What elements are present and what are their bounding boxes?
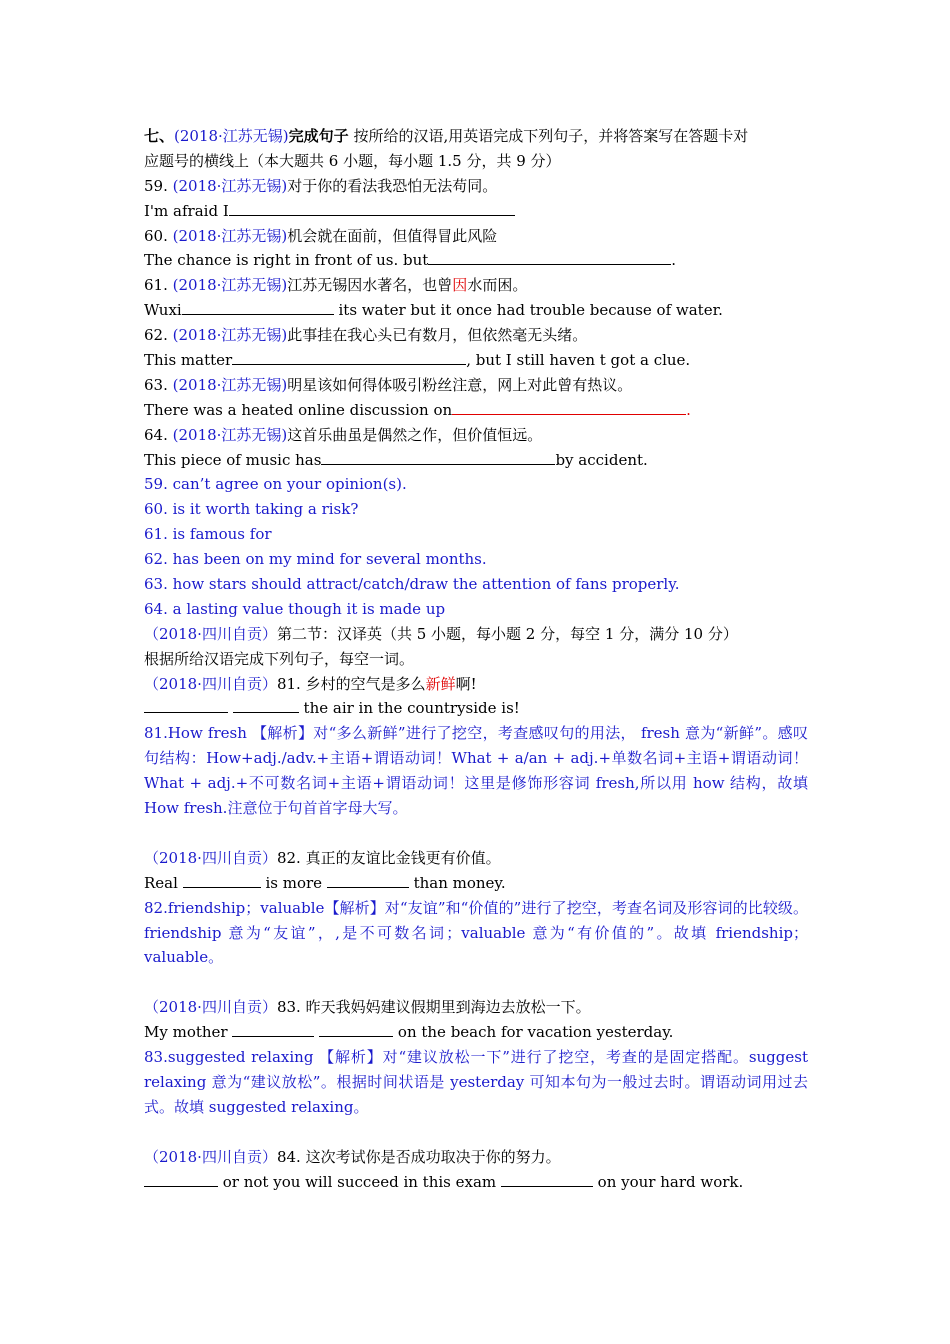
question-61-cn: 61. (2018·江苏无锡)江苏无锡因水著名，也曾因水而困。 bbox=[144, 276, 528, 295]
analysis-83: 83.suggested relaxing 【解析】对“建议放松一下”进行了挖空，考查的是固定搭配。suggest relaxing 意为“建议放松”。根据时间状语是 yesterday 可知本句为一般过去时。谓语动词用过去式。故填 suggested relaxing。 bbox=[144, 1048, 808, 1116]
question-84-cn: （2018·四川自贡）84. 这次考试你是否成功取决于你的努力。 bbox=[144, 1147, 561, 1166]
question-81-en: the air in the countryside is! bbox=[144, 696, 808, 721]
question-82-en: Real is more than money. bbox=[144, 873, 506, 892]
analysis-82: 82.friendship；valuable【解析】对“友谊”和“价值的”进行了挖空，考查名词及形容词的比较级。friendship 意为“友谊”，,是不可数名词；valuable 意为“有价值的”。故填 friendship；valuable。 bbox=[144, 898, 808, 967]
question-82-cn: （2018·四川自贡）82. 真正的友谊比金钱更有价值。 bbox=[144, 848, 501, 867]
section-title: 完成句子 bbox=[288, 127, 349, 145]
analysis-81: 81.How fresh 【解析】对“多么新鲜”进行了挖空，考查感叹句的用法， fresh 意为“新鲜”。感叹句结构：How+adj./adv.+主语+谓语动词！What + a/an + adj.+单数名词+主语+谓语动词！What + adj.+不可数名词+主语+谓语动词！这里是修饰形容词 fresh,所以用 how 结构，故填 How fresh.注意位于句首首字母大写。 bbox=[144, 724, 808, 818]
answer-59: 59. can’t agree on your opinion(s). bbox=[144, 475, 407, 494]
answer-63: 63. how stars should attract/catch/draw the attention of fans properly. bbox=[144, 575, 680, 594]
section-number: 七、 bbox=[144, 127, 175, 145]
question-61-en: Wuxi its water but it once had trouble because of water. bbox=[144, 301, 723, 320]
answer-blank bbox=[501, 1172, 593, 1187]
answer-blank bbox=[144, 1172, 218, 1187]
answer-blank bbox=[327, 873, 409, 888]
question-83-cn: （2018·四川自贡）83. 昨天我妈妈建议假期里到海边去放松一下。 bbox=[144, 998, 591, 1017]
section-2-heading: （2018·四川自贡）第二节：汉译英（共 5 小题，每小题 2 分，每空 1 分，满分 10 分） bbox=[144, 624, 738, 643]
question-64-en: This piece of music has by accident. bbox=[144, 450, 648, 469]
answer-blank bbox=[232, 1022, 314, 1037]
question-59-cn: 59. (2018·江苏无锡)对于你的看法我恐怕无法苟同。 bbox=[144, 176, 498, 195]
question-60-cn: 60. (2018·江苏无锡)机会就在面前，但值得冒此风险 bbox=[144, 226, 498, 245]
question-60-en: The chance is right in front of us. but . bbox=[144, 251, 677, 270]
answer-blank bbox=[183, 873, 261, 888]
answer-blank bbox=[182, 300, 334, 315]
question-83-en: My mother on the beach for vacation yesterday. bbox=[144, 1023, 674, 1042]
answer-60: 60. is it worth taking a risk? bbox=[144, 500, 359, 519]
section-2-instruction: 根据所给汉语完成下列句子，每空一词。 bbox=[144, 649, 415, 668]
question-63-en: There was a heated online discussion on . bbox=[144, 400, 691, 419]
answer-blank bbox=[428, 250, 671, 265]
document-page bbox=[144, 124, 808, 1194]
section-7-heading bbox=[144, 124, 808, 149]
answer-61: 61. is famous for bbox=[144, 525, 272, 544]
answer-blank bbox=[232, 350, 466, 365]
answer-blank bbox=[319, 1022, 393, 1037]
answer-blank bbox=[321, 450, 555, 465]
answer-blank bbox=[452, 400, 686, 415]
question-62-cn: 62. (2018·江苏无锡)此事挂在我心头已有数月，但依然毫无头绪。 bbox=[144, 326, 588, 345]
question-84-en: or not you will succeed in this exam on your hard work. bbox=[144, 1170, 808, 1195]
answer-blank bbox=[144, 698, 228, 713]
answer-blank bbox=[229, 201, 515, 216]
answer-blank bbox=[233, 698, 299, 713]
question-81-cn: （2018·四川自贡）81. 乡村的空气是多么新鲜啊! bbox=[144, 674, 477, 693]
section-7-instruction-cont: 应题号的横线上（本大题共 6 小题，每小题 1.5 分，共 9 分） bbox=[144, 151, 561, 170]
question-63-cn: 63. (2018·江苏无锡)明星该如何得体吸引粉丝注意，网上对此曾有热议。 bbox=[144, 375, 633, 394]
question-59-en: I'm afraid I bbox=[144, 199, 808, 224]
question-62-en: This matter , but I still haven t got a clue. bbox=[144, 351, 691, 370]
section-instruction: 按所给的汉语,用英语完成下列句子，并将答案写在答题卡对 bbox=[348, 127, 749, 145]
answer-62: 62. has been on my mind for several months. bbox=[144, 550, 487, 569]
answer-64: 64. a lasting value though it is made up bbox=[144, 599, 446, 618]
source-tag: (2018·江苏无锡) bbox=[174, 127, 289, 145]
question-64-cn: 64. (2018·江苏无锡)这首乐曲虽是偶然之作，但价值恒远。 bbox=[144, 425, 543, 444]
